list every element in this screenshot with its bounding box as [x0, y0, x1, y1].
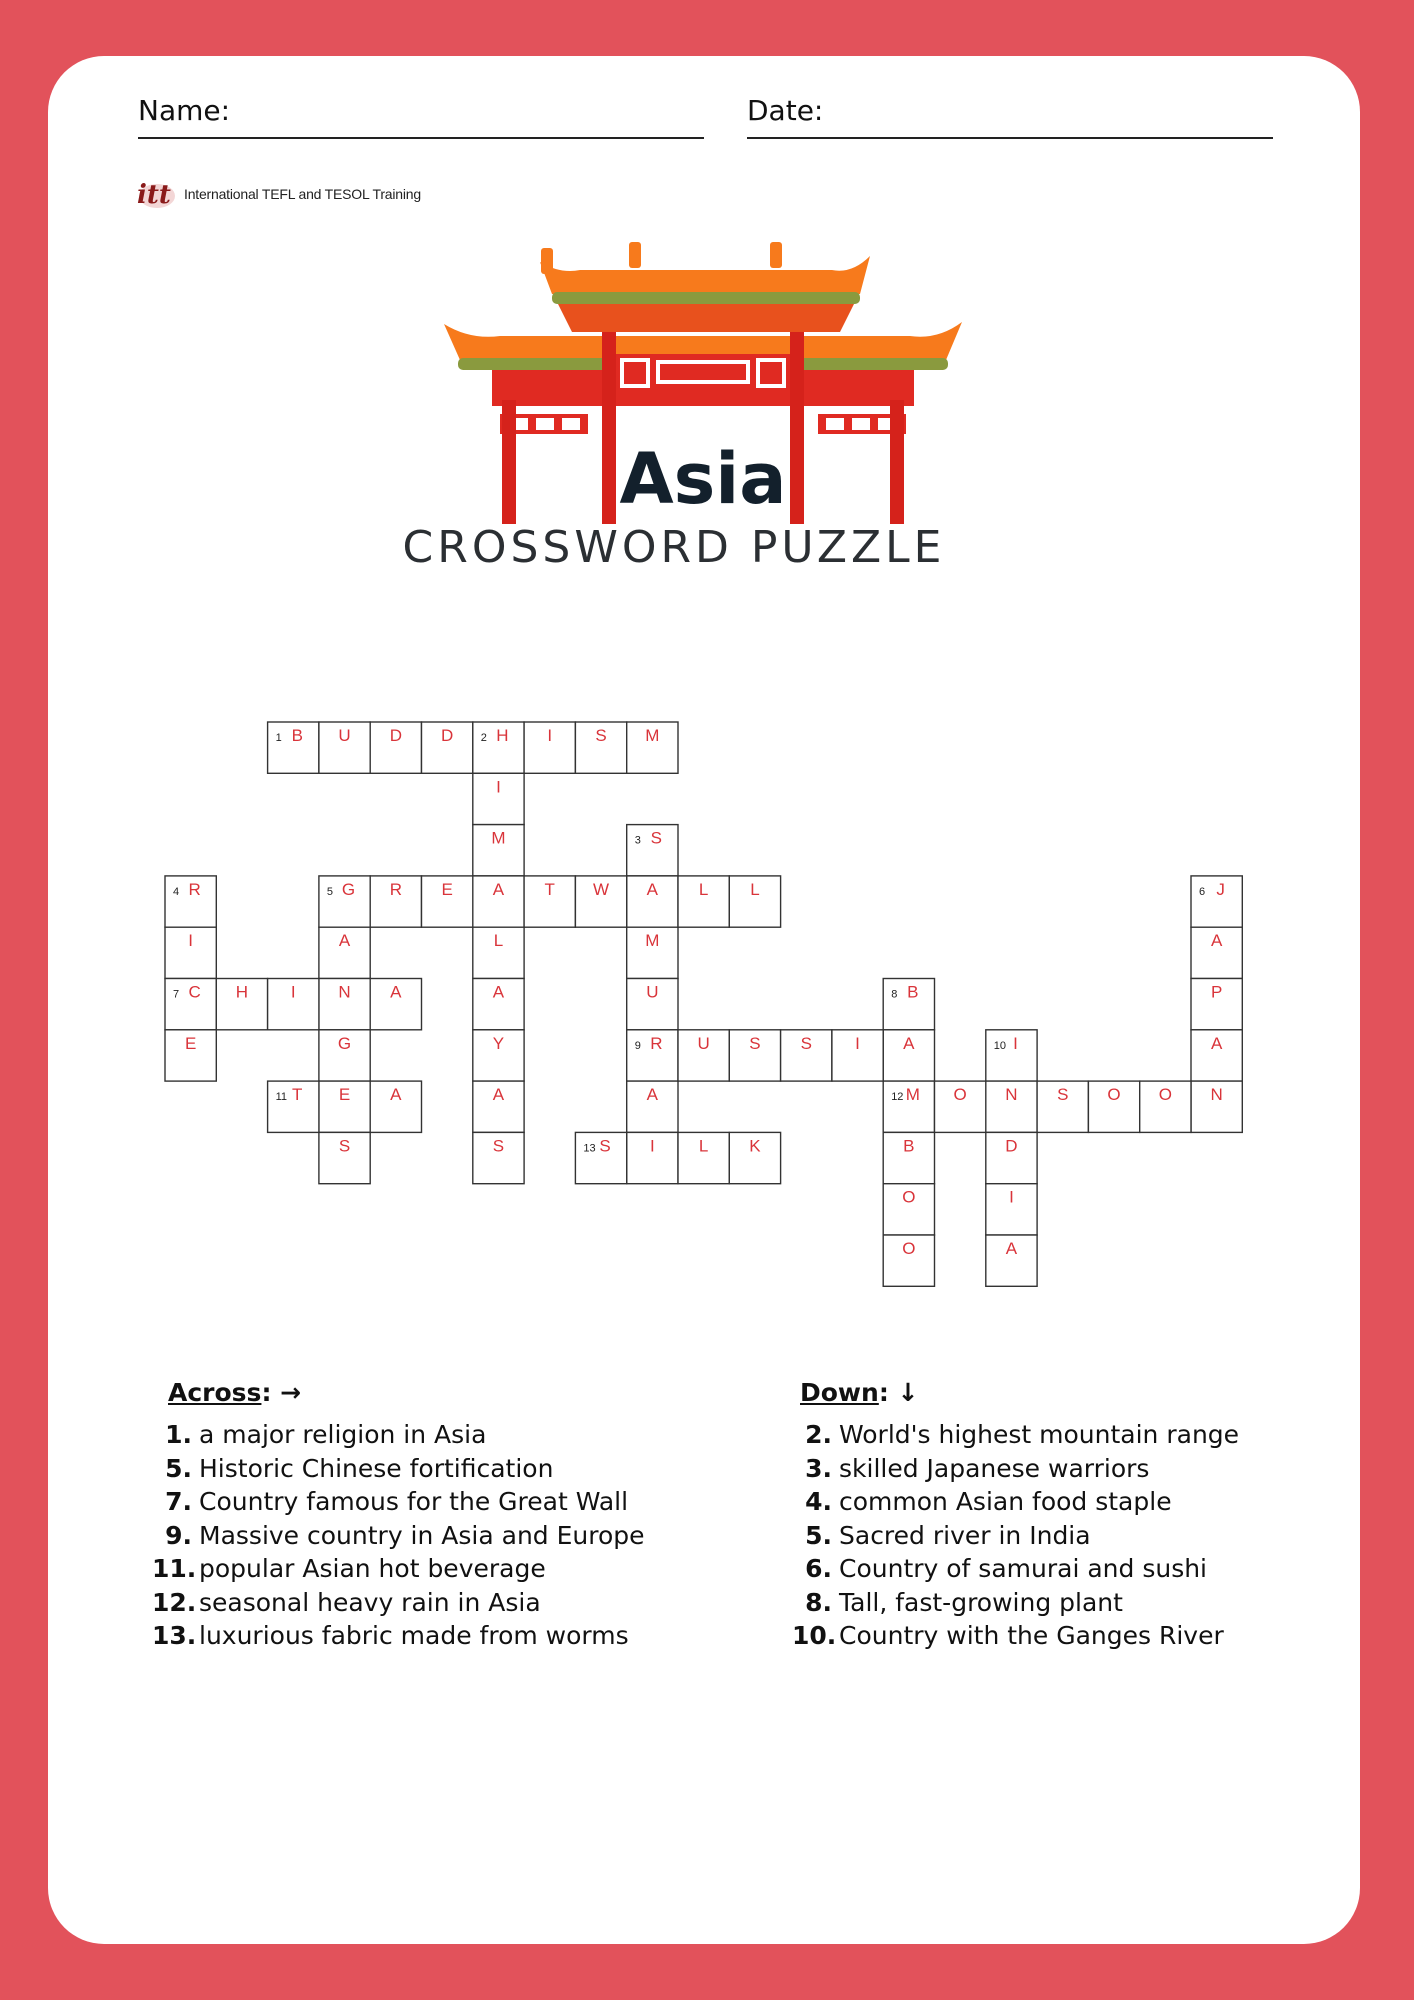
cell-letter: Y	[492, 1033, 505, 1053]
logo-text: International TEFL and TESOL Training	[184, 186, 421, 202]
cell-letter: S	[749, 1033, 761, 1053]
clue-num: 2.	[805, 1420, 832, 1449]
clue-text: a major religion in Asia	[199, 1420, 487, 1449]
cell-letter: A	[338, 931, 351, 951]
clue-text: seasonal heavy rain in Asia	[199, 1587, 541, 1617]
cell-letter: N	[1210, 1085, 1223, 1105]
across-clue	[152, 1621, 645, 1655]
cell-letter: I	[1013, 1033, 1018, 1053]
cell-letter: A	[1210, 931, 1223, 951]
cell-letter: G	[341, 879, 356, 899]
clue-text: Sacred river in India	[839, 1520, 1091, 1550]
cell-letter: A	[390, 1085, 402, 1105]
clue-num: 11.	[152, 1554, 197, 1583]
clue-num: 13.	[152, 1621, 197, 1650]
cell-letter: L	[493, 931, 504, 951]
clue-num: 12.	[152, 1587, 197, 1617]
cell-letter: R	[389, 879, 402, 899]
cell-letter: E	[441, 879, 453, 899]
across-clue	[152, 1588, 645, 1622]
clue-number: 6	[1199, 885, 1206, 898]
clue-num: 1.	[165, 1420, 192, 1449]
cell-letter: E	[338, 1085, 351, 1105]
cell-letter: L	[698, 1136, 709, 1156]
cell-letter: I	[1009, 1187, 1014, 1207]
clue-text: Tall, fast-growing plant	[839, 1587, 1123, 1617]
cell-letter: B	[903, 1136, 915, 1156]
cell-letter: S	[800, 1033, 812, 1053]
clue-num: 9.	[165, 1520, 192, 1550]
cell-letter: O	[902, 1187, 916, 1207]
clue-number: 7	[173, 988, 180, 1001]
clue-text: skilled Japanese warriors	[839, 1453, 1150, 1483]
cell-letter: A	[492, 879, 505, 899]
cell-letter: E	[184, 1033, 197, 1053]
cell-letter: A	[646, 1085, 659, 1105]
down-arrow-icon: ↓	[897, 1378, 919, 1407]
cell-letter: A	[492, 982, 505, 1002]
across-clue	[152, 1487, 645, 1521]
across-heading: Across: →	[168, 1378, 302, 1407]
cell-letter: T	[292, 1085, 303, 1105]
cell-letter: I	[188, 931, 194, 951]
clue-text: Country famous for the Great Wall	[199, 1487, 629, 1516]
clue-num: 4.	[805, 1487, 832, 1516]
clue-number: 13	[583, 1142, 596, 1155]
clue-number: 10	[993, 1039, 1007, 1052]
cell-letter: S	[492, 1136, 505, 1156]
name-label: Name:	[138, 94, 231, 127]
cell-letter: K	[749, 1136, 761, 1156]
cell-letter: L	[698, 879, 709, 899]
cell-letter: A	[646, 879, 659, 899]
cell-letter: A	[492, 1085, 505, 1105]
down-clue	[792, 1454, 1239, 1488]
clue-num: 10.	[792, 1621, 837, 1650]
across-clue	[152, 1554, 645, 1588]
down-clue	[792, 1420, 1239, 1454]
cell-letter: R	[650, 1033, 663, 1053]
cell-letter: C	[188, 982, 201, 1002]
clue-text: popular Asian hot beverage	[199, 1554, 546, 1583]
cell-letter: D	[1005, 1136, 1018, 1156]
cell-letter: A	[1005, 1239, 1018, 1258]
cell-letter: P	[1210, 982, 1223, 1002]
cell-letter: N	[338, 982, 351, 1002]
cell-letter: G	[337, 1033, 352, 1053]
cell-letter: M	[645, 726, 660, 745]
cell-letter: A	[390, 982, 402, 1002]
cell-letter: N	[1005, 1085, 1018, 1105]
cell-letter: U	[697, 1033, 710, 1053]
cell-letter: H	[496, 726, 509, 745]
down-clue	[792, 1554, 1239, 1588]
cell-letter: D	[441, 726, 454, 745]
cell-letter: I	[649, 1136, 655, 1156]
clue-text: luxurious fabric made from worms	[199, 1621, 629, 1650]
cell-letter: S	[599, 1136, 611, 1156]
cell-letter: B	[907, 982, 919, 1002]
across-clue-list	[152, 1420, 645, 1655]
cell-letter: O	[953, 1085, 967, 1105]
right-arrow-icon: →	[280, 1378, 302, 1407]
cell-letter: M	[491, 828, 506, 848]
clue-number: 2	[480, 732, 487, 744]
down-clue	[792, 1588, 1239, 1622]
clue-text: Country with the Ganges River	[839, 1621, 1224, 1650]
cell-letter: I	[496, 777, 501, 797]
cell-letter: O	[902, 1239, 916, 1258]
down-clue	[792, 1521, 1239, 1555]
cell-letter: A	[903, 1033, 915, 1053]
clue-number: 9	[634, 1039, 641, 1052]
across-clue	[152, 1420, 645, 1454]
cell-letter: I	[290, 982, 296, 1002]
cell-letter: U	[646, 982, 659, 1002]
clue-number: 8	[891, 988, 898, 1001]
cell-letter: H	[235, 982, 249, 1002]
cell-letter: O	[1107, 1085, 1121, 1105]
clue-num: 5.	[805, 1520, 832, 1550]
across-clue	[152, 1521, 645, 1555]
clue-number: 3	[634, 834, 641, 847]
cell-letter: T	[544, 879, 555, 899]
cell-letter: S	[338, 1136, 351, 1156]
clue-text: common Asian food staple	[839, 1487, 1172, 1516]
puzzle-title: Asia	[619, 438, 787, 520]
cell-letter: S	[650, 828, 663, 848]
cell-letter: O	[1158, 1085, 1172, 1105]
cell-letter: M	[645, 931, 660, 951]
clue-num: 3.	[805, 1453, 832, 1483]
cell-letter: J	[1216, 879, 1225, 899]
clue-text: Massive country in Asia and Europe	[199, 1520, 645, 1550]
clue-number: 11	[275, 1091, 288, 1104]
cell-letter: L	[750, 879, 760, 899]
down-clue	[792, 1621, 1239, 1655]
clue-num: 8.	[805, 1587, 832, 1617]
across-clue	[152, 1454, 645, 1488]
date-label: Date:	[747, 94, 824, 127]
cell-letter: I	[855, 1033, 860, 1053]
cell-letter: S	[1057, 1085, 1069, 1105]
cell-letter: A	[1210, 1033, 1223, 1053]
cell-letter: U	[338, 726, 351, 745]
clue-number: 4	[173, 885, 180, 898]
cell-letter: W	[593, 879, 610, 899]
clue-num: 6.	[805, 1554, 832, 1583]
down-heading: Down: ↓	[800, 1378, 919, 1407]
clue-text: Historic Chinese fortification	[199, 1453, 554, 1483]
clue-number: 1	[275, 732, 282, 744]
clue-num: 7.	[165, 1487, 192, 1516]
cell-letter: D	[389, 726, 402, 745]
down-clue	[792, 1487, 1239, 1521]
clue-text: Country of samurai and sushi	[839, 1554, 1208, 1583]
logo-mark: itt	[137, 180, 171, 210]
down-clue-list	[792, 1420, 1239, 1655]
cell-letter: S	[595, 726, 607, 745]
crossword-cell[interactable]	[986, 1030, 1037, 1081]
cell-letter: B	[291, 726, 303, 745]
clue-number: 5	[326, 885, 334, 898]
cell-letter: I	[547, 726, 553, 745]
clue-num: 5.	[165, 1453, 192, 1483]
cell-letter: R	[188, 879, 201, 899]
clue-number: 12	[891, 1091, 904, 1104]
puzzle-subtitle: CROSSWORD PUZZLE	[402, 522, 946, 573]
cell-letter: M	[905, 1085, 920, 1105]
clue-text: World's highest mountain range	[839, 1420, 1240, 1449]
